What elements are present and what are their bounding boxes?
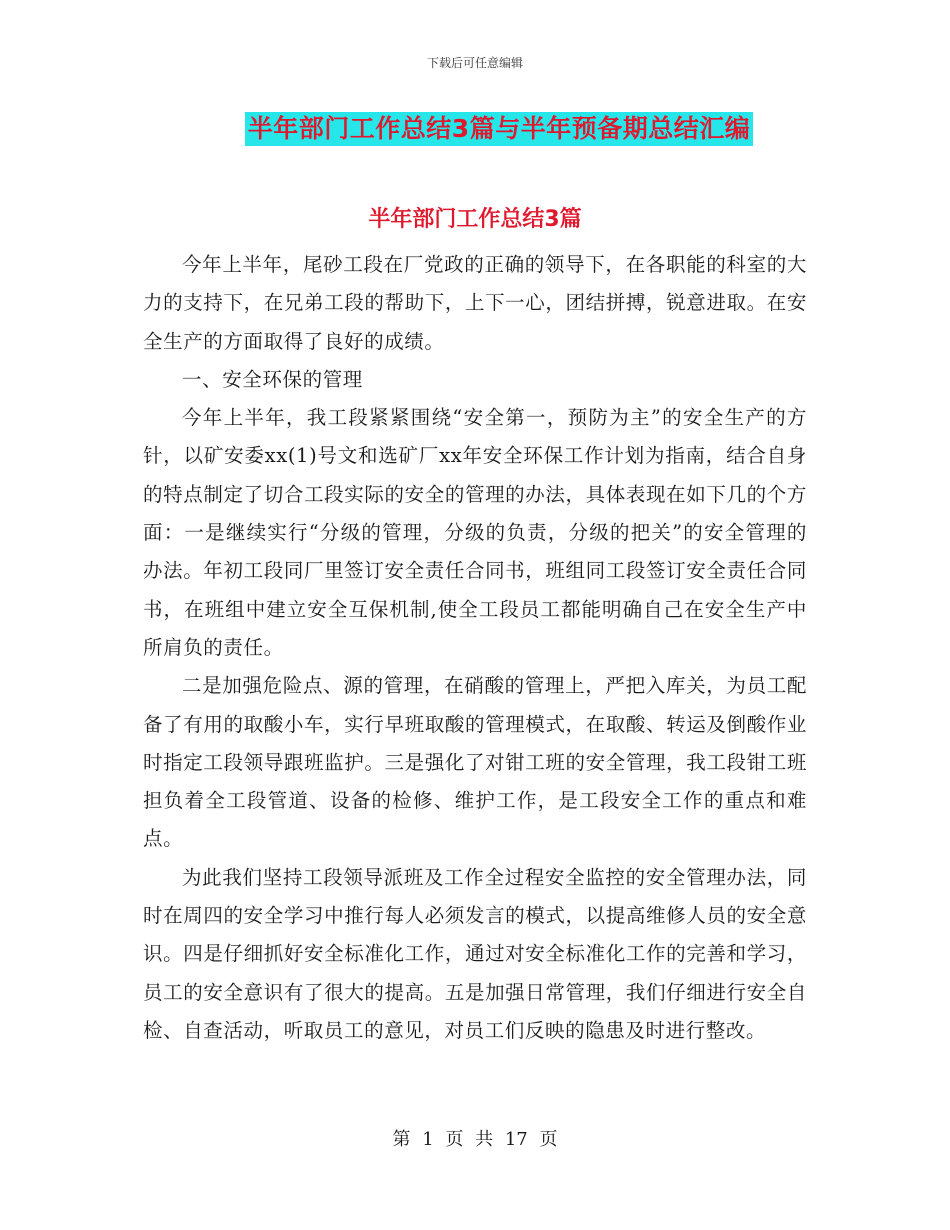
header-note: 下载后可任意编辑 [426, 56, 523, 70]
body-text [143, 246, 807, 1050]
main-title-container [0, 112, 950, 146]
main-title: 半年部门工作总结3篇与半年预备期总结汇编 [245, 112, 753, 146]
paragraph-safety-standardization: 为此我们坚持工段领导派班及工作全过程安全监控的安全管理办法，同时在周四的安全学习中推行每人必须发言的模式，以提高维修人员的安全意识。四是仔细抓好安全标准化工作，通过对安全标准化工作的完善和学习，员工的安全意识有了很大的提高。五是加强日常管理，我们仔细进行安全自检、自查活动，听取员工的意见，对员工们反映的隐患及时进行整改。 [143, 865, 807, 1042]
paragraph-intro: 今年上半年，尾砂工段在厂党政的正确的领导下，在各职能的科室的大力的支持下，在兄弟工段的帮助下，上下一心，团结拼搏，锐意进取。在安全生产的方面取得了良好的成绩。 [143, 253, 807, 353]
page-footer: 第 1 页 共 17 页 [392, 1129, 558, 1150]
paragraph-heading-safety: 一、安全环保的管理 [182, 367, 363, 391]
paragraph-safety-management: 今年上半年，我工段紧紧围绕“安全第一，预防为主”的安全生产的方针，以矿安委xx(1)号文和选矿厂xx年安全环保工作计划为指南，结合自身的特点制定了切合工段实际的安全的管理的办法，具体表现在如下几的个方面：一是继续实行“分级的管理，分级的负责，分级的把关”的安全管理的办法。年初工段同厂里签订安全责任合同书，班组同工段签订安全责任合同书，在班组中建立安全互保机制,使全工段员工都能明确自己在安全生产中所肩负的责任。 [143, 406, 807, 659]
paragraph-hazard-management: 二是加强危险点、源的管理，在硝酸的管理上，严把入库关，为员工配备了有用的取酸小车，实行早班取酸的管理模式，在取酸、转运及倒酸作业时指定工段领导跟班监护。三是强化了对钳工班的安全管理，我工段钳工班担负着全工段管道、设备的检修、维护工作，是工段安全工作的重点和难点。 [143, 674, 807, 851]
section-title: 半年部门工作总结3篇 [368, 207, 582, 232]
